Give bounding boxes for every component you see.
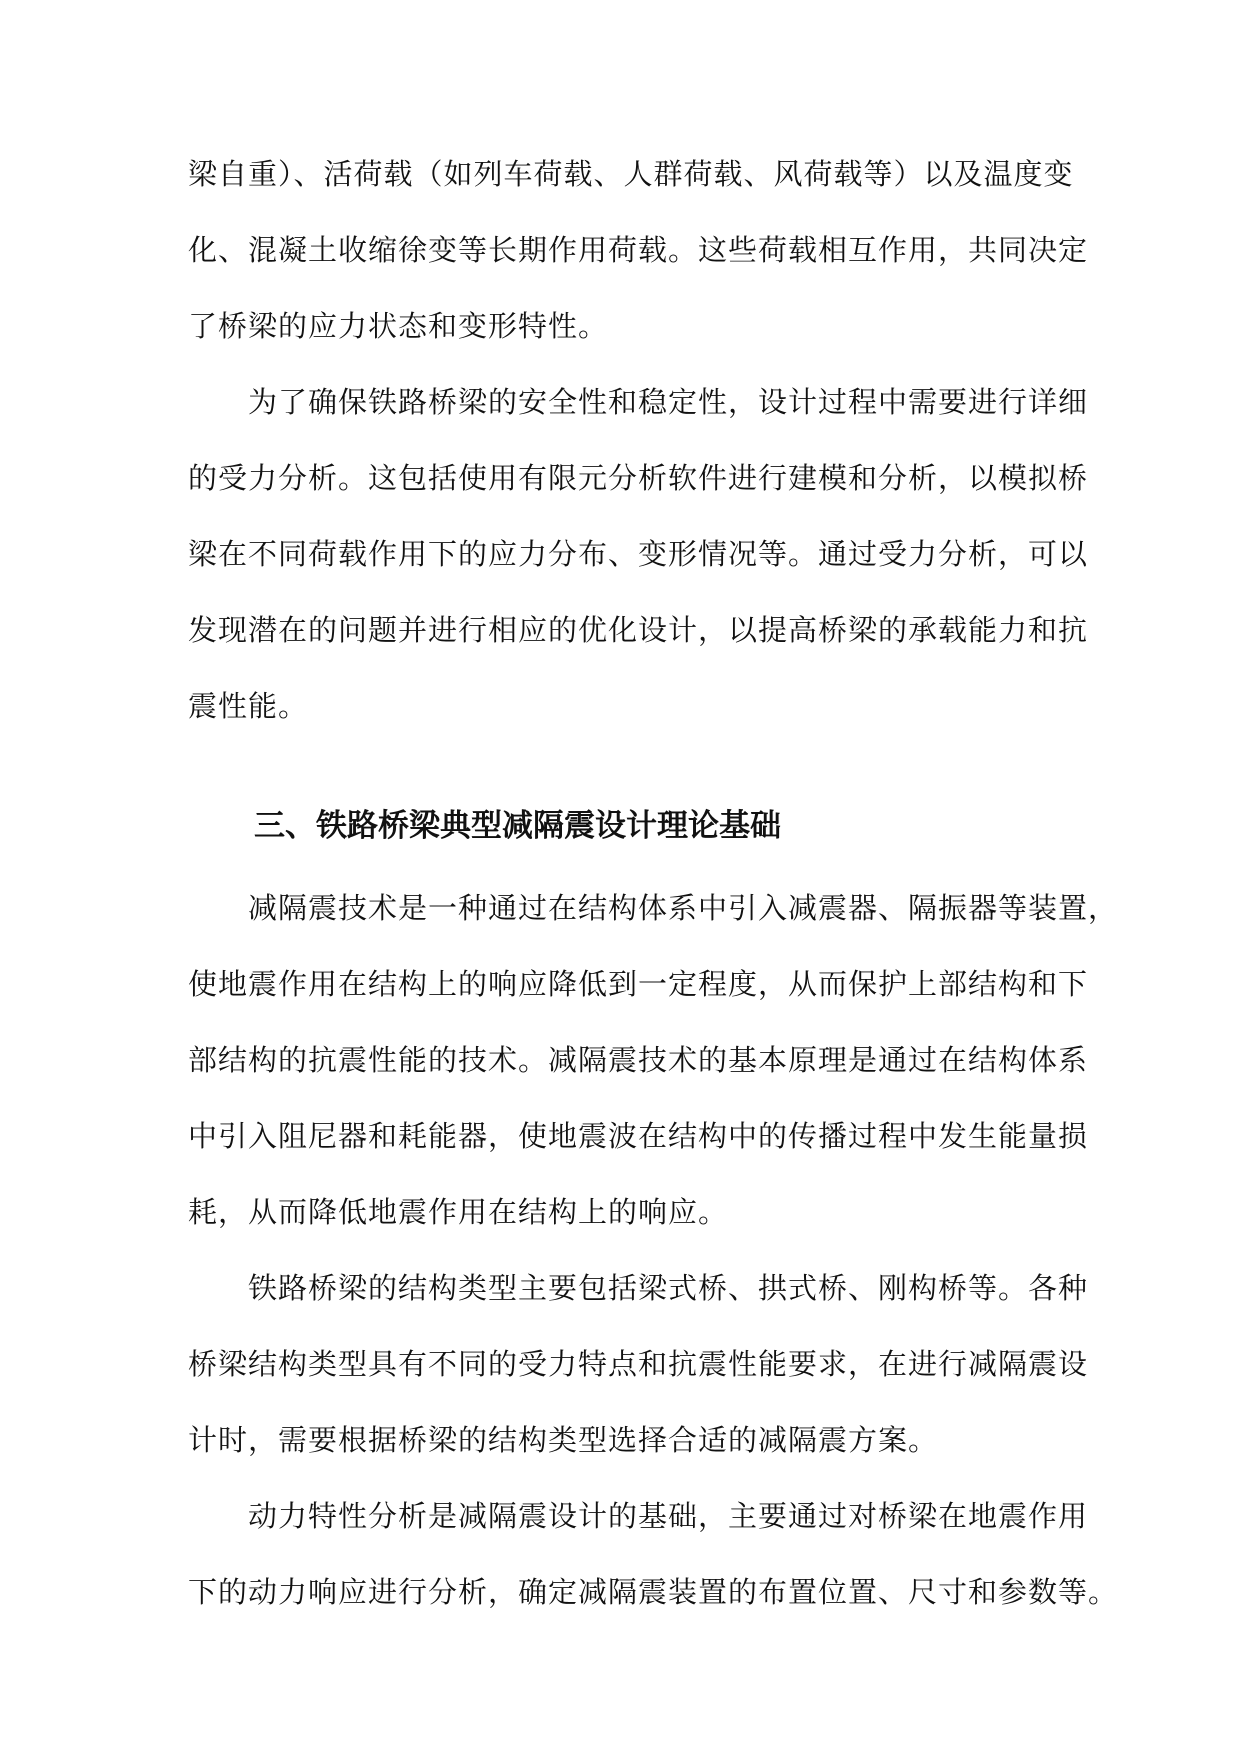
- text-line: 桥梁结构类型具有不同的受力特点和抗震性能要求，在进行减隔震设: [188, 1347, 1089, 1381]
- text-line: 计时，需要根据桥梁的结构类型选择合适的减隔震方案。: [188, 1423, 939, 1457]
- text-line: 梁在不同荷载作用下的应力分布、变形情况等。通过受力分析，可以: [188, 537, 1089, 571]
- document-body: [188, 136, 1119, 1630]
- text-line: 使地震作用在结构上的响应降低到一定程度，从而保护上部结构和下: [188, 967, 1089, 1001]
- text-line: 铁路桥梁的结构类型主要包括梁式桥、拱式桥、刚构桥等。各种: [248, 1271, 1089, 1305]
- text-line: 耗，从而降低地震作用在结构上的响应。: [188, 1195, 729, 1229]
- paragraph: [188, 136, 1089, 364]
- text-line: 为了确保铁路桥梁的安全性和稳定性，设计过程中需要进行详细: [248, 385, 1089, 419]
- text-line: 部结构的抗震性能的技术。减隔震技术的基本原理是通过在结构体系: [188, 1043, 1089, 1077]
- text-line: 化、混凝土收缩徐变等长期作用荷载。这些荷载相互作用，共同决定: [188, 233, 1089, 267]
- paragraph: [188, 1250, 1089, 1478]
- paragraph: [188, 1478, 1119, 1630]
- paragraph: [188, 364, 1089, 744]
- text-line: 梁自重）、活荷载（如列车荷载、人群荷载、风荷载等）以及温度变: [188, 157, 1074, 191]
- text-line: 减隔震技术是一种通过在结构体系中引入减震器、隔振器等装置，: [248, 891, 1119, 925]
- spacer: [188, 744, 1054, 788]
- paragraph: [188, 870, 1119, 1250]
- text-line: 动力特性分析是减隔震设计的基础，主要通过对桥梁在地震作用: [248, 1499, 1089, 1533]
- text-line: 下的动力响应进行分析，确定减隔震装置的布置位置、尺寸和参数等。: [188, 1575, 1119, 1609]
- text-line: 震性能。: [188, 689, 309, 723]
- text-line: 中引入阻尼器和耗能器，使地震波在结构中的传播过程中发生能量损: [188, 1119, 1089, 1153]
- text-line: 了桥梁的应力状态和变形特性。: [188, 309, 609, 343]
- text-line: 发现潜在的问题并进行相应的优化设计，以提高桥梁的承载能力和抗: [188, 613, 1089, 647]
- section-heading: 三、铁路桥梁典型减隔震设计理论基础: [254, 808, 781, 844]
- text-line: 的受力分析。这包括使用有限元分析软件进行建模和分析，以模拟桥: [188, 461, 1089, 495]
